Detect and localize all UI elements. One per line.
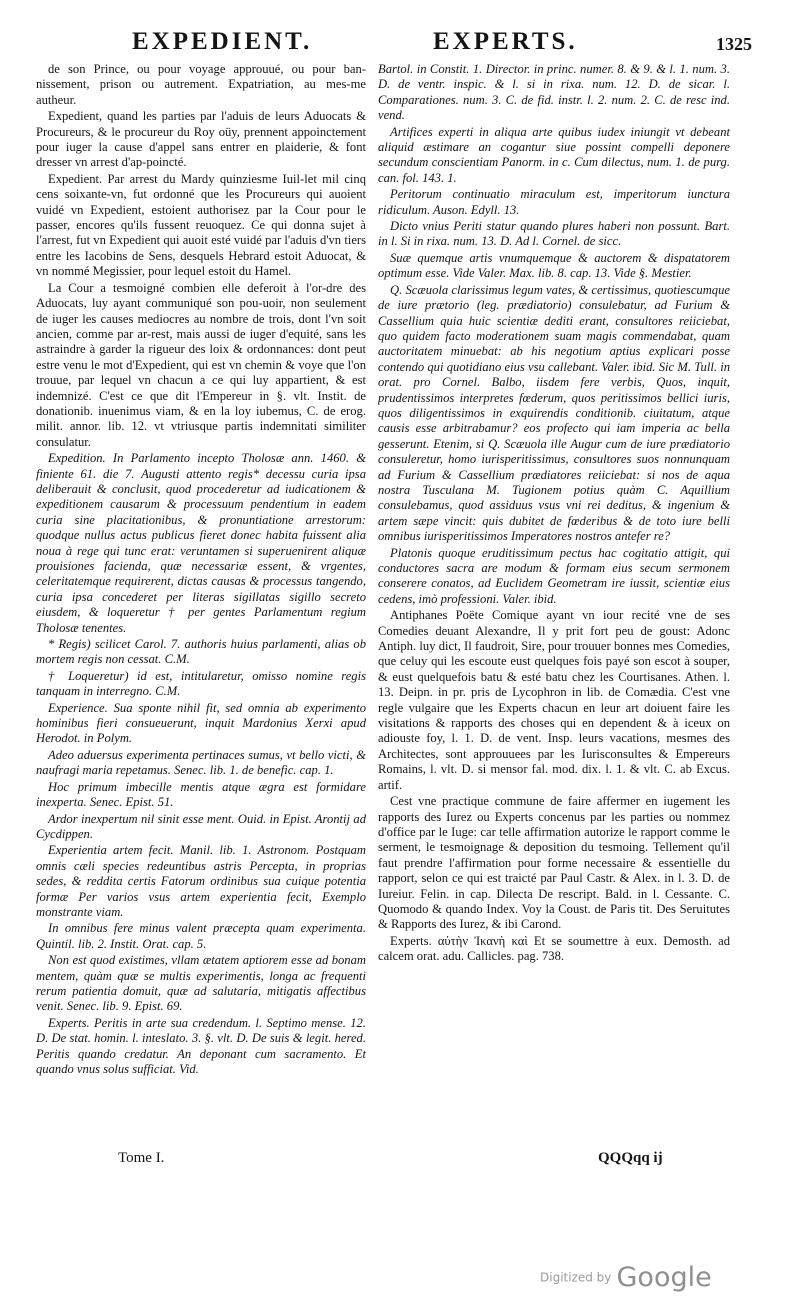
paragraph: Ardor inexpertum nil sinit esse ment. Ouid. in Epist. Arontij ad Cycdippen. bbox=[36, 811, 366, 841]
paragraph: Non est quod existimes, vllam ætatem aptiorem esse ad bonam mentem, quàm quæ se multis experimentis, longa ac frequenti rerum patientia domuit, quæ ad salutaria, mitigatis affectibus venit. Senec. lib. 9. Epist. 69. bbox=[36, 953, 366, 1014]
signature-mark: QQQqq ij bbox=[598, 1150, 663, 1166]
paragraph: Experientia artem fecit. Manil. lib. 1. Astronom. Postquam omnis cæli species redeuntibus astris Percepta, in proprias sedes, & reddita certis Fatorum ordinibus sua cuique potentia formæ Per varios vsus artem experientia fecit, Exemplo monstrante viam. bbox=[36, 843, 366, 919]
paragraph: Peritorum continuatio miraculum est, imperitorum iunctura ridiculum. Auson. Edyll. 13. bbox=[378, 187, 730, 217]
paragraph: Expedient, quand les parties par l'aduis de leurs Aduocats & Procureurs, & le procureur du Roy oüy, prennent appoinctement pour iuger la cause d'appel sans entrer en plaiderie, & font dresser vn arrest d'ap-poincté. bbox=[36, 109, 366, 170]
watermark-prefix: Digitized by bbox=[540, 1270, 612, 1285]
running-head-left: EXPEDIENT. bbox=[132, 28, 313, 55]
footnote: * Regis) scilicet Carol. 7. authoris huius parlamenti, alias ob mortem regis non cessat. C.M. bbox=[36, 637, 366, 667]
footnote: † Loqueretur) id est, intitularetur, omisso nomine regis tanquam in interregno. C.M. bbox=[36, 668, 366, 699]
left-column bbox=[36, 62, 366, 1078]
paragraph: Experts. Peritis in arte sua credendum. l. Septimo mense. 12. D. De stat. homin. l. inteslato. 3. §. vlt. D. De suis & legit. hered. Peritis quando credatur. An deponant cum sacramento. Et quando vnus solus sufficiat. Vid. bbox=[36, 1015, 366, 1076]
paragraph: In omnibus fere minus valent præcepta quam experimenta. Quintil. lib. 2. Instit. Orat. cap. 5. bbox=[36, 921, 366, 951]
paragraph: Antiphanes Poëte Comique ayant vn iour recité vne de ses Comedies deuant Alexandre, Il y prit fort peu de goust: Adonc Antiph. luy dict, Il faudroit, Sire, pour trouuer bonnes mes Comedies, que celuy qui les escoute eust quelques fois payé son escot à souper, & eust quelquefois batu & esté batu chez les Courtisanes. Athen. l. 13. Deipn. in pr. pris de Lycophron in lib. de Comædia. C'est vne regle vulgaire que les Experts chacun en leur art doiuent faire les visitations & rapports des choses qui en dependent & à iceux on adiouste foy, l. 1. D. de vent. Insp. leurs vacations, mesmes des Architectes, sont approuuees par les Iurisconsultes & Empereurs Romains, l. vlt. D. si mensor fal. mod. dix. l. 1. & vlt. C. ab Excus. artif. bbox=[378, 608, 730, 792]
running-head-right: EXPERTS. bbox=[433, 28, 578, 55]
paragraph: Hoc primum imbecille mentis atque ægra est formidare inexperta. Senec. Epist. 51. bbox=[36, 779, 366, 810]
paragraph: La Cour a tesmoigné combien elle deferoit à l'or-dre des Aduocats, luy ayant communiqué son pou-uoir, non seulement de iuger les causes mediocres au nombre de trois, dont l'vn soit ancien, comme par ar-rest, mais aussi de iuger d'equité, sans les astraindre à garder la rigueur des loix & ordonnances: dont peut estre venu le mot d'Expedient, qui est vn chemin & voye que l'on trouue, par lequel vn chacun a ce qui luy appartient, & est indemnizé. C'est ce que dit l'Empereur in §. vlt. Instit. de donationib. inuenimus viam, & en la loy iubemus, C. de erog. milit. annor. lib. 12. vt vtriusque partis indemnitati similiter consulatur. bbox=[36, 280, 366, 449]
paragraph: Experience. Sua sponte nihil fit, sed omnia ab experimento hominibus fieri consueuerunt, inquit Mardonius Xerxi apud Herodot. in Polym. bbox=[36, 700, 366, 746]
page-number: 1325 bbox=[716, 34, 752, 54]
volume-label: Tome I. bbox=[118, 1150, 165, 1166]
paragraph: Adeo aduersus experimenta pertinaces sumus, vt bello victi, & naufragi maria repetamus. Senec. lib. 1. de benefic. cap. 1. bbox=[36, 747, 366, 778]
paragraph: Platonis quoque eruditissimum pectus hac cogitatio attigit, qui conductores sacra are modum & formam eius secum sermonem conserere conatos, ad Euclidem Geometram ire iussit, scientiæ eius cedens, imò professioni. Valer. ibid. bbox=[378, 545, 730, 606]
paragraph: Experts. αὐτὴν Ἰκανὴ καὶ Et se soumettre à eux. Demosth. ad calcem orat. adu. Callicles. pag. 738. bbox=[378, 933, 730, 964]
paragraph: Q. Scæuola clarissimus legum vates, & certissimus, quotiescumque de iure prætorio (leg. prædiatorio) consulebatur, ad Furium & Cassellium quia huic scientiæ dediti erant, consultores reiiciebat, quo quidem facto moderationem suam magis commendabat, quam auctoritatem minuebat: ab his negotium aptius explicari posse contendo qui quotidiano eius vsu callebant. Valer. ibid. Sic M. Tull. in orat. pro Cornel. Balbo, iisdem fere verbis, Quos, inquit, prudentissimos interpretes fœderum, quos peritissimos bellici iuris, quos diligentissimos in exquirendis conditionib. ciuitatum, atque causis esse arbitrabamur? eos profecto qui iam imperia ac bella gesserunt. Etenim, si Q. Scæuola ille Augur cum de iure prædiatorio consuleretur, homo iurisperitissimus, consultores suos nonnunquam ad Furium & Cassellium prædiatores reiiciebat: si nos de aqua nostra Tusculana M. Tugionem potius quàm C. Aquillium consulebamus, quod assiduus vsus vni rei deditus, & ingenium & artem sæpe vincit: quis dubitet de fœderibus & de toto iure belli omnibus iurisperitissimos Imperatores nostros antefer re? bbox=[378, 282, 730, 544]
paragraph: Suæ quemque artis vnumquemque & auctorem & dispatatorem optimum esse. Vide Valer. Max. lib. 8. cap. 13. Vide §. Mestier. bbox=[378, 250, 730, 281]
google-logo: Google bbox=[616, 1262, 712, 1293]
paragraph: de son Prince, ou pour voyage approuué, ou pour ban-nissement, prison ou autrement. Expatriation, au mes-me autheur. bbox=[36, 62, 366, 107]
paragraph: Dicto vnius Periti statur quando plures haberi non possunt. Bart. in l. Si in rixa. num. 13. D. Ad l. Cornel. de sicc. bbox=[378, 219, 730, 249]
paragraph: Cest vne practique commune de faire affermer en iugement les rapports des Iurez ou Experts concenus par les parties ou nommez d'office par le Iuge: car telle affirmation autorize le rapport comme le serment, le tesmoignage & deposition du tesmoing. Tellement qu'il faut prendre l'affirmation pour forme necessaire & essentielle du rapport, selon ce qui est traicté par Paul Castr. & Alex. in l. 3. D. de Iureiur. Felin. in cap. Dilecta De rescript. Bald. in l. Cessante. C. Quomodo & quando Index. Voy la Coust. de Paris tit. Des Seruitutes & Rapports des Iurez, & ibi Carond. bbox=[378, 794, 730, 932]
paragraph: Bartol. in Constit. 1. Director. in princ. numer. 8. & 9. & l. 1. num. 3. D. de ventr. inspic. & l. si in rixa. num. 12. D. de sicar. l. Comparationes. num. 3. C. de fid. instr. l. 2. num. 2. C. de resc ind. vend. bbox=[378, 62, 730, 123]
paragraph: Expedition. In Parlamento incepto Tholosæ ann. 1460. & finiente 61. die 7. Augusti attento regis* decessu curia ipsa deliberauit & conclusit, quod procederetur ad iudicationem & expeditionem causarum & processuum pendentium in eadem curia sine placitationibus, & pronuntiatione arrestorum: quodque nullus actus publicus fieret donec habita fuissent alia noua à rege qui tunc erat: veruntamen si superuenirent aliquæ prouisiones facienda, quæ necessariæ essent, & vrgentes, celeritatemque requirerent, dictas causas & processus tangendo, curia ipsa concederet per literas sigillatas sigillo secreto eiusdem, & loqueretur † per gentes Parlamentum regium Tholosæ tenentes. bbox=[36, 451, 366, 635]
right-column bbox=[378, 62, 730, 966]
paragraph: Artifices experti in aliqua arte quibus iudex iniungit vt debeant aliquid æstimare an cogantur siue possint compelli deponere secundum conscientiam Panorm. in c. Cum dilectus, num. 1. de purg. can. fol. 143. 1. bbox=[378, 124, 730, 185]
digitized-watermark bbox=[540, 1262, 712, 1293]
paragraph: Expedient. Par arrest du Mardy quinziesme Iuil-let mil cinq cens soixante-vn, fut ordonné que les Procureurs qui auoient vuidé vn Expedient, estoient authorisez par la Cour pour le passer, encores qu'ils fussent reuoquez. Ce qui donna sujet à l'arrest, fut vn Expedient qui auoit esté vuidé par l'aduis d'vn tiers entre les Iacobins de Sens, desquels Hebrard estoit Aduocat, & vn nommé Megissier, pour lequel estoit du Hamel. bbox=[36, 171, 366, 279]
